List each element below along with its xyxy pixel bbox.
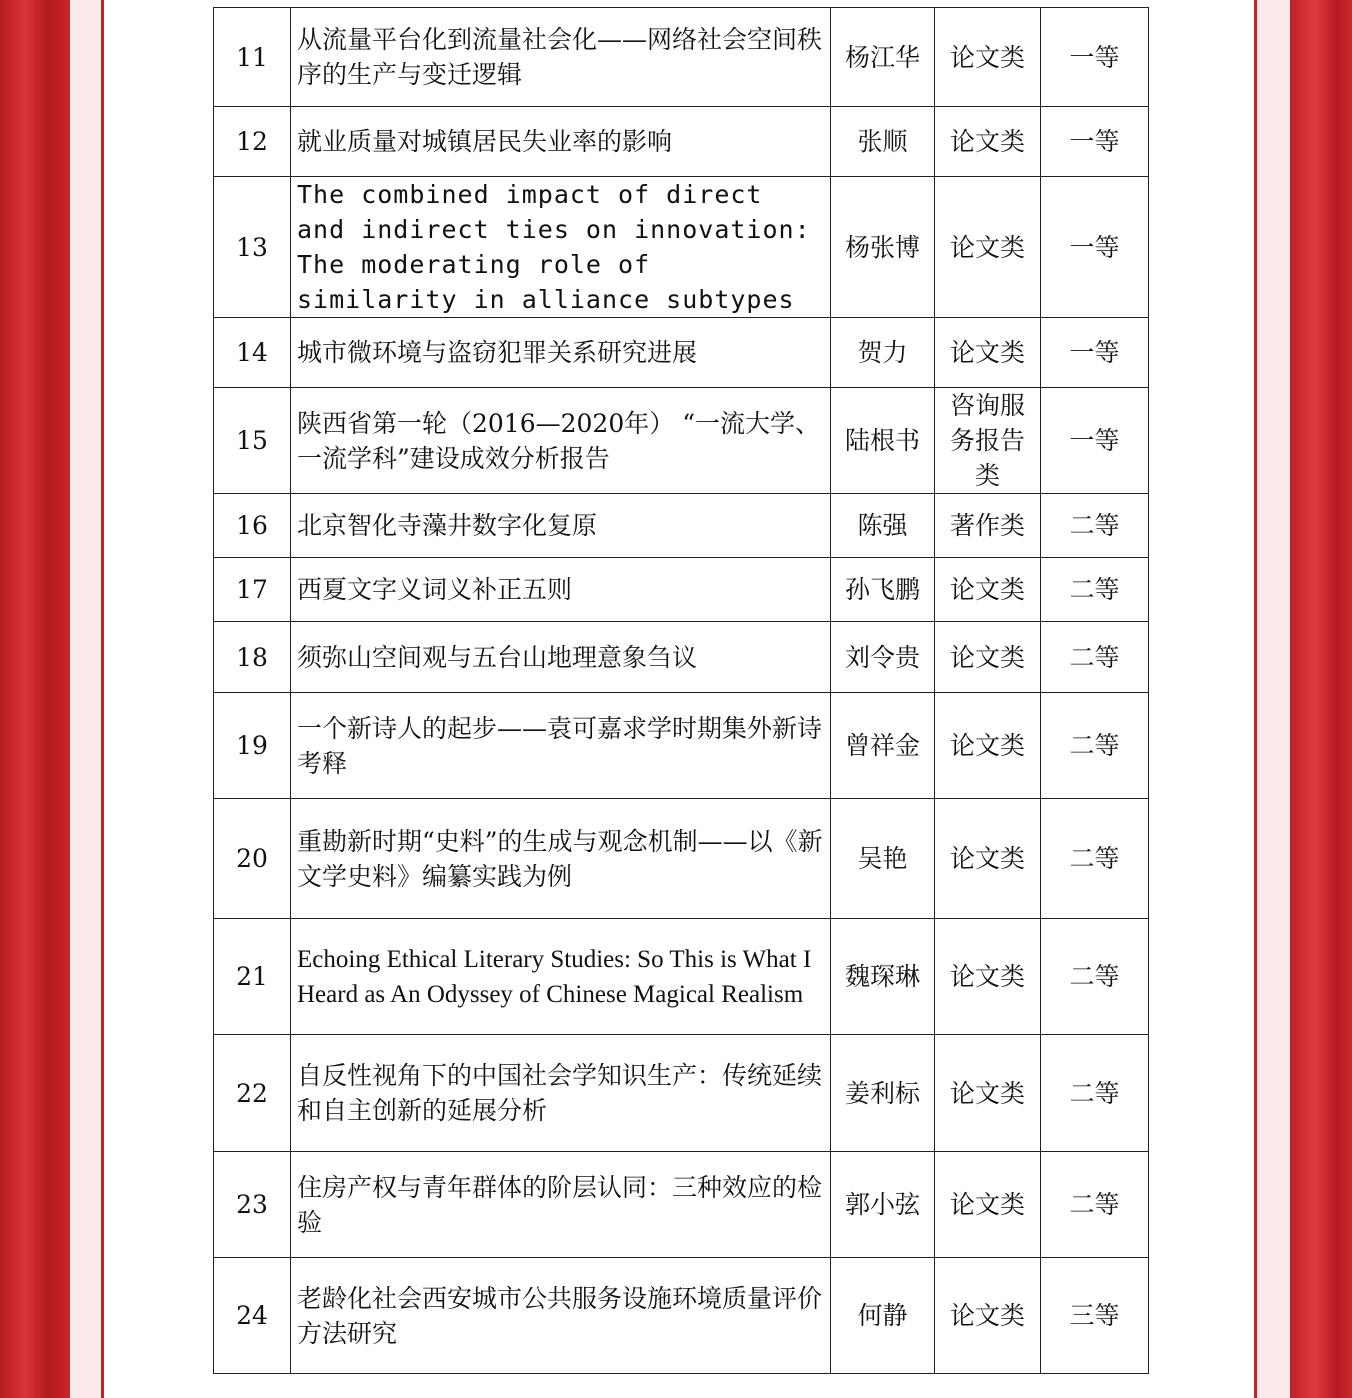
row-author: 姜利标 [831, 1035, 935, 1152]
table-row [214, 1258, 1149, 1374]
row-index: 24 [214, 1258, 291, 1374]
table-row [214, 494, 1149, 558]
row-level: 二等 [1041, 1152, 1149, 1258]
row-level: 二等 [1041, 494, 1149, 558]
row-author: 张顺 [831, 107, 935, 177]
row-title: 城市微环境与盗窃犯罪关系研究进展 [291, 318, 831, 388]
row-category: 论文类 [935, 693, 1041, 799]
right-border-gap [1257, 0, 1290, 1398]
row-category: 论文类 [935, 558, 1041, 622]
row-level: 一等 [1041, 8, 1149, 107]
row-author: 陆根书 [831, 388, 935, 494]
row-title: Echoing Ethical Literary Studies: So This is What I Heard as An Odyssey of Chinese Magical Realism [291, 919, 831, 1035]
row-author: 刘令贵 [831, 622, 935, 693]
row-index: 13 [214, 177, 291, 318]
left-border-gap [70, 0, 101, 1398]
row-title: 住房产权与青年群体的阶层认同：三种效应的检验 [291, 1152, 831, 1258]
row-level: 一等 [1041, 388, 1149, 494]
row-category: 论文类 [935, 799, 1041, 919]
row-index: 11 [214, 8, 291, 107]
row-level: 一等 [1041, 107, 1149, 177]
right-red-border [1290, 0, 1352, 1398]
row-category: 论文类 [935, 177, 1041, 318]
row-author: 孙飞鹏 [831, 558, 935, 622]
row-category: 论文类 [935, 318, 1041, 388]
row-category: 论文类 [935, 8, 1041, 107]
row-category: 论文类 [935, 107, 1041, 177]
row-level: 二等 [1041, 919, 1149, 1035]
row-author: 魏琛琳 [831, 919, 935, 1035]
row-author: 何静 [831, 1258, 935, 1374]
row-title: 陕西省第一轮（2016—2020年） “一流大学、一流学科”建设成效分析报告 [291, 388, 831, 494]
row-category: 论文类 [935, 622, 1041, 693]
table-row [214, 177, 1149, 318]
table-row [214, 919, 1149, 1035]
table-row [214, 558, 1149, 622]
row-title: 须弥山空间观与五台山地理意象刍议 [291, 622, 831, 693]
row-index: 15 [214, 388, 291, 494]
row-author: 杨张博 [831, 177, 935, 318]
row-level: 一等 [1041, 177, 1149, 318]
row-title: 从流量平台化到流量社会化——网络社会空间秩序的生产与变迁逻辑 [291, 8, 831, 107]
row-index: 14 [214, 318, 291, 388]
row-title: The combined impact of direct and indirect ties on innovation: The moderating role of similarity in alliance subtypes [291, 177, 831, 318]
row-title: 重勘新时期“史料”的生成与观念机制——以《新文学史料》编纂实践为例 [291, 799, 831, 919]
row-author: 陈强 [831, 494, 935, 558]
row-level: 二等 [1041, 622, 1149, 693]
row-index: 20 [214, 799, 291, 919]
row-index: 22 [214, 1035, 291, 1152]
row-category: 论文类 [935, 1258, 1041, 1374]
left-frame-line [101, 0, 104, 1398]
row-index: 12 [214, 107, 291, 177]
row-title: 自反性视角下的中国社会学知识生产：传统延续和自主创新的延展分析 [291, 1035, 831, 1152]
row-category: 论文类 [935, 1035, 1041, 1152]
row-title: 老龄化社会西安城市公共服务设施环境质量评价方法研究 [291, 1258, 831, 1374]
row-title: 就业质量对城镇居民失业率的影响 [291, 107, 831, 177]
row-title: 北京智化寺藻井数字化复原 [291, 494, 831, 558]
table-row [214, 388, 1149, 494]
row-level: 二等 [1041, 558, 1149, 622]
table-row [214, 799, 1149, 919]
left-red-border [0, 0, 70, 1398]
row-title: 一个新诗人的起步——袁可嘉求学时期集外新诗考释 [291, 693, 831, 799]
table-row [214, 622, 1149, 693]
row-author: 吴艳 [831, 799, 935, 919]
row-category: 咨询服务报告类 [935, 388, 1041, 494]
row-level: 二等 [1041, 693, 1149, 799]
row-level: 三等 [1041, 1258, 1149, 1374]
row-author: 杨江华 [831, 8, 935, 107]
row-author: 郭小弦 [831, 1152, 935, 1258]
row-category: 著作类 [935, 494, 1041, 558]
row-index: 16 [214, 494, 291, 558]
row-level: 二等 [1041, 1035, 1149, 1152]
table-row [214, 318, 1149, 388]
row-index: 17 [214, 558, 291, 622]
table-row [214, 1152, 1149, 1258]
row-index: 18 [214, 622, 291, 693]
row-index: 19 [214, 693, 291, 799]
row-category: 论文类 [935, 919, 1041, 1035]
awards-table [213, 7, 1149, 1374]
row-level: 二等 [1041, 799, 1149, 919]
row-author: 贺力 [831, 318, 935, 388]
row-level: 一等 [1041, 318, 1149, 388]
row-author: 曾祥金 [831, 693, 935, 799]
table-row [214, 1035, 1149, 1152]
row-index: 23 [214, 1152, 291, 1258]
row-index: 21 [214, 919, 291, 1035]
table-row [214, 693, 1149, 799]
table-row [214, 107, 1149, 177]
row-title: 西夏文字义词义补正五则 [291, 558, 831, 622]
table-row [214, 8, 1149, 107]
row-category: 论文类 [935, 1152, 1041, 1258]
